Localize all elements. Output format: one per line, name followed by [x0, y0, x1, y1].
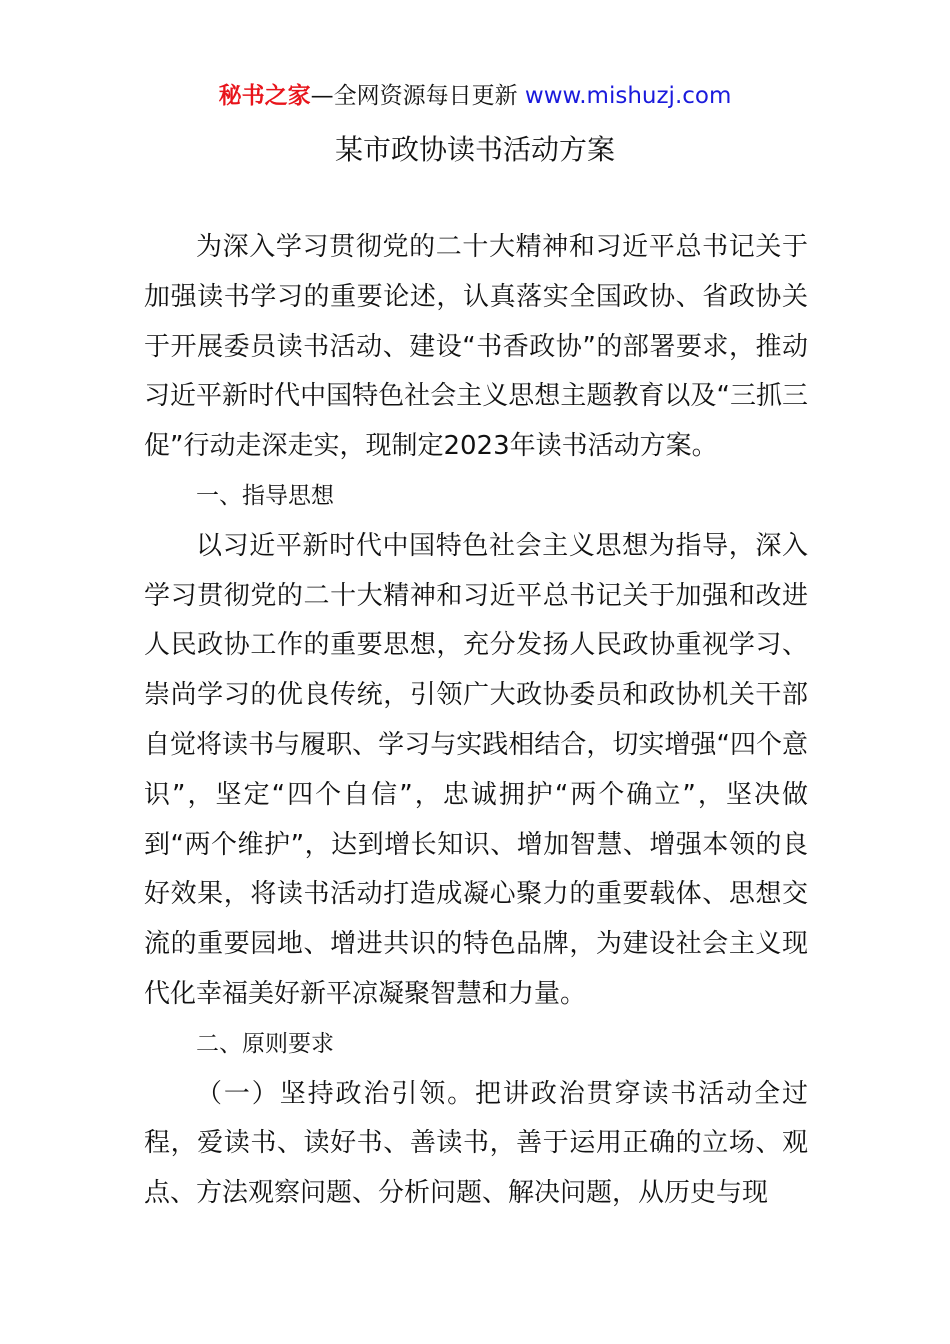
document-body	[144, 223, 808, 1219]
section-heading-principles: 二、原则要求	[196, 1030, 334, 1057]
guiding-ideology-paragraph: 以习近平新时代中国特色社会主义思想为指导，深入学习贯彻党的二十大精神和习近平总书记关于加强和改进人民政协工作的重要思想，充分发扬人民政协重视学习、崇尚学习的优良传统，引领广大政协委员和政协机关干部自觉将读书与履职、学习与实践相结合，切实增强“四个意识”，坚定“四个自信”，忠诚拥护“两个确立”，坚决做到“两个维护”，达到增长知识、增加智慧、增强本领的良好效果，将读书活动打造成凝心聚力的重要载体、思想交流的重要园地、增进共识的特色品牌，为建设社会主义现代化幸福美好新平凉凝聚智慧和力量。	[144, 530, 808, 1009]
principle-item-1-paragraph: （一）坚持政治引领。把讲政治贯穿读书活动全过程，爱读书、读好书、善读书，善于运用正确的立场、观点、方法观察问题、分析问题、解决问题，从历史与现	[144, 1078, 808, 1209]
document-title: 某市政协读书活动方案	[334, 133, 615, 166]
section-heading-guiding-ideology: 一、指导思想	[196, 482, 334, 509]
site-header	[0, 80, 950, 112]
intro-paragraph: 为深入学习贯彻党的二十大精神和习近平总书记关于加强读书学习的重要论述，认真落实全国政协、省政协关于开展委员读书活动、建设“书香政协”的部署要求，推动习近平新时代中国特色社会主义思想主题教育以及“三抓三促”行动走深走实，现制定2023年读书活动方案。	[144, 232, 808, 462]
brand-name: 秘书之家	[218, 83, 311, 109]
site-url-link[interactable]: www.mishuzj.com	[524, 83, 732, 109]
site-tagline: —全网资源每日更新	[310, 83, 525, 109]
